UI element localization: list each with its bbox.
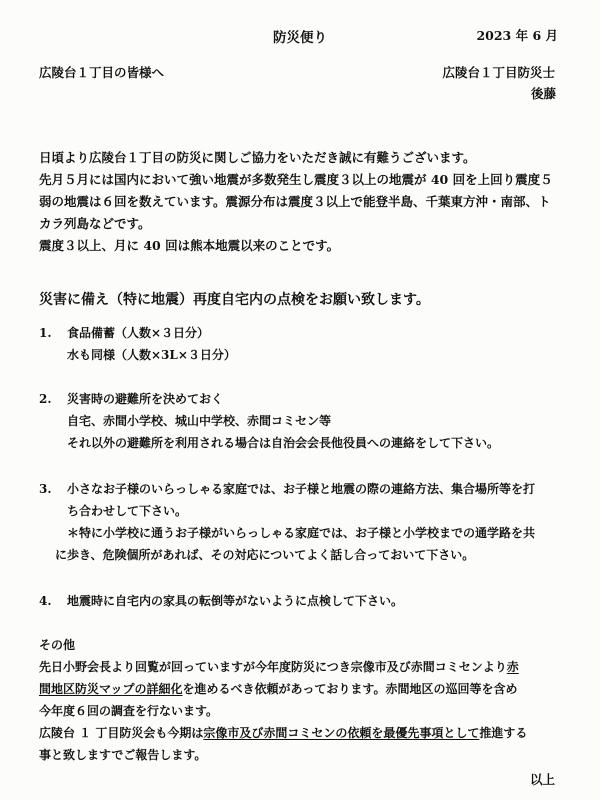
checklist-item-2 — [39, 388, 579, 454]
checklist-item-3 — [39, 478, 579, 566]
closing-mark: 以上 — [529, 772, 555, 787]
underlined-text: 宗像市及び赤間コミセンの依頼を最優先事項として — [203, 726, 480, 740]
underlined-text: 赤 — [506, 660, 519, 674]
issue-date: 2023 年 6 月 — [476, 28, 558, 43]
intro-line: カラ列島などです。 — [39, 216, 151, 231]
item-text: 水も同様（人数×3L×３日分） — [67, 348, 236, 362]
sender-name: 後藤 — [530, 86, 556, 101]
item-note: ＊特に小学校に通うお子様がいらっしゃる家庭では、お子様と小学校までの通学路を共 — [67, 526, 536, 540]
other-line: 今年度６回の調査を行ないます。 — [39, 704, 219, 718]
intro-paragraph — [39, 147, 569, 257]
checklist-item-1 — [39, 322, 579, 366]
other-section — [39, 634, 579, 766]
item-text: 食品備蓄（人数×３日分） — [67, 326, 210, 340]
item-text: それ以外の避難所を利用される場合は自治会会長他役員への連絡をして下さい。 — [67, 436, 500, 450]
checklist-heading: 災害に備え（特に地震）再度自宅内の点検をお願い致します。 — [39, 292, 430, 308]
item-note: に歩き、危険個所があれば、その対応についてよく話し合っておいて下さい。 — [55, 548, 475, 562]
other-text: 広陵台 １ 丁目防災会も今期は — [39, 726, 204, 740]
intro-line: 震度３以上、月に 40 回は熊本地震以来のことです。 — [39, 238, 340, 253]
item-number: 1. — [39, 326, 52, 340]
item-text: 災害時の避難所を決めておく — [67, 392, 224, 406]
addressee: 広陵台１丁目の皆様へ — [39, 65, 165, 80]
item-text: 地震時に自宅内の家具の転倒等がないように点検して下さい。 — [67, 594, 404, 608]
other-line: 事と致しますでご報告します。 — [39, 748, 207, 762]
item-text: 小さなお子様のいらっしゃる家庭では、お子様と地震の際の連絡方法、集合場所等を打 — [67, 482, 536, 496]
underlined-text: 間地区防災マップの詳細化 — [39, 682, 183, 696]
item-number: 2. — [39, 392, 52, 406]
item-number: 4. — [39, 594, 52, 608]
intro-line: 日頃より広陵台１丁目の防災に関しご協力をいただき誠に有難うございます。 — [39, 150, 476, 165]
other-line — [39, 656, 579, 678]
other-text: 先日小野会長より回覧が回っていますが今年度防災につき宗像市及び赤間コミセンより — [39, 660, 507, 674]
intro-line: 弱の地震は６回を数えています。震源分布は震度３以上で能登半島、千葉東方沖・南部、ト — [39, 194, 551, 209]
sender-organization: 広陵台１丁目防災士 — [442, 65, 555, 80]
item-number: 3. — [39, 482, 52, 496]
other-line — [39, 678, 579, 700]
checklist-item-4 — [39, 590, 579, 612]
other-text: を進めるべき依頼があっております。赤間地区の巡回等を含め — [182, 682, 518, 696]
item-text: 自宅、赤間小学校、城山中学校、赤間コミセン等 — [67, 414, 332, 428]
document-title: 防災便り — [273, 30, 327, 46]
other-line — [39, 722, 579, 744]
item-text: ち合わせして下さい。 — [67, 504, 188, 518]
other-heading: その他 — [39, 638, 76, 652]
other-text: 推進する — [479, 726, 528, 740]
intro-line: 先月５月には国内において強い地震が多数発生し震度３以上の地震が 40 回を上回り震度５ — [39, 172, 553, 187]
